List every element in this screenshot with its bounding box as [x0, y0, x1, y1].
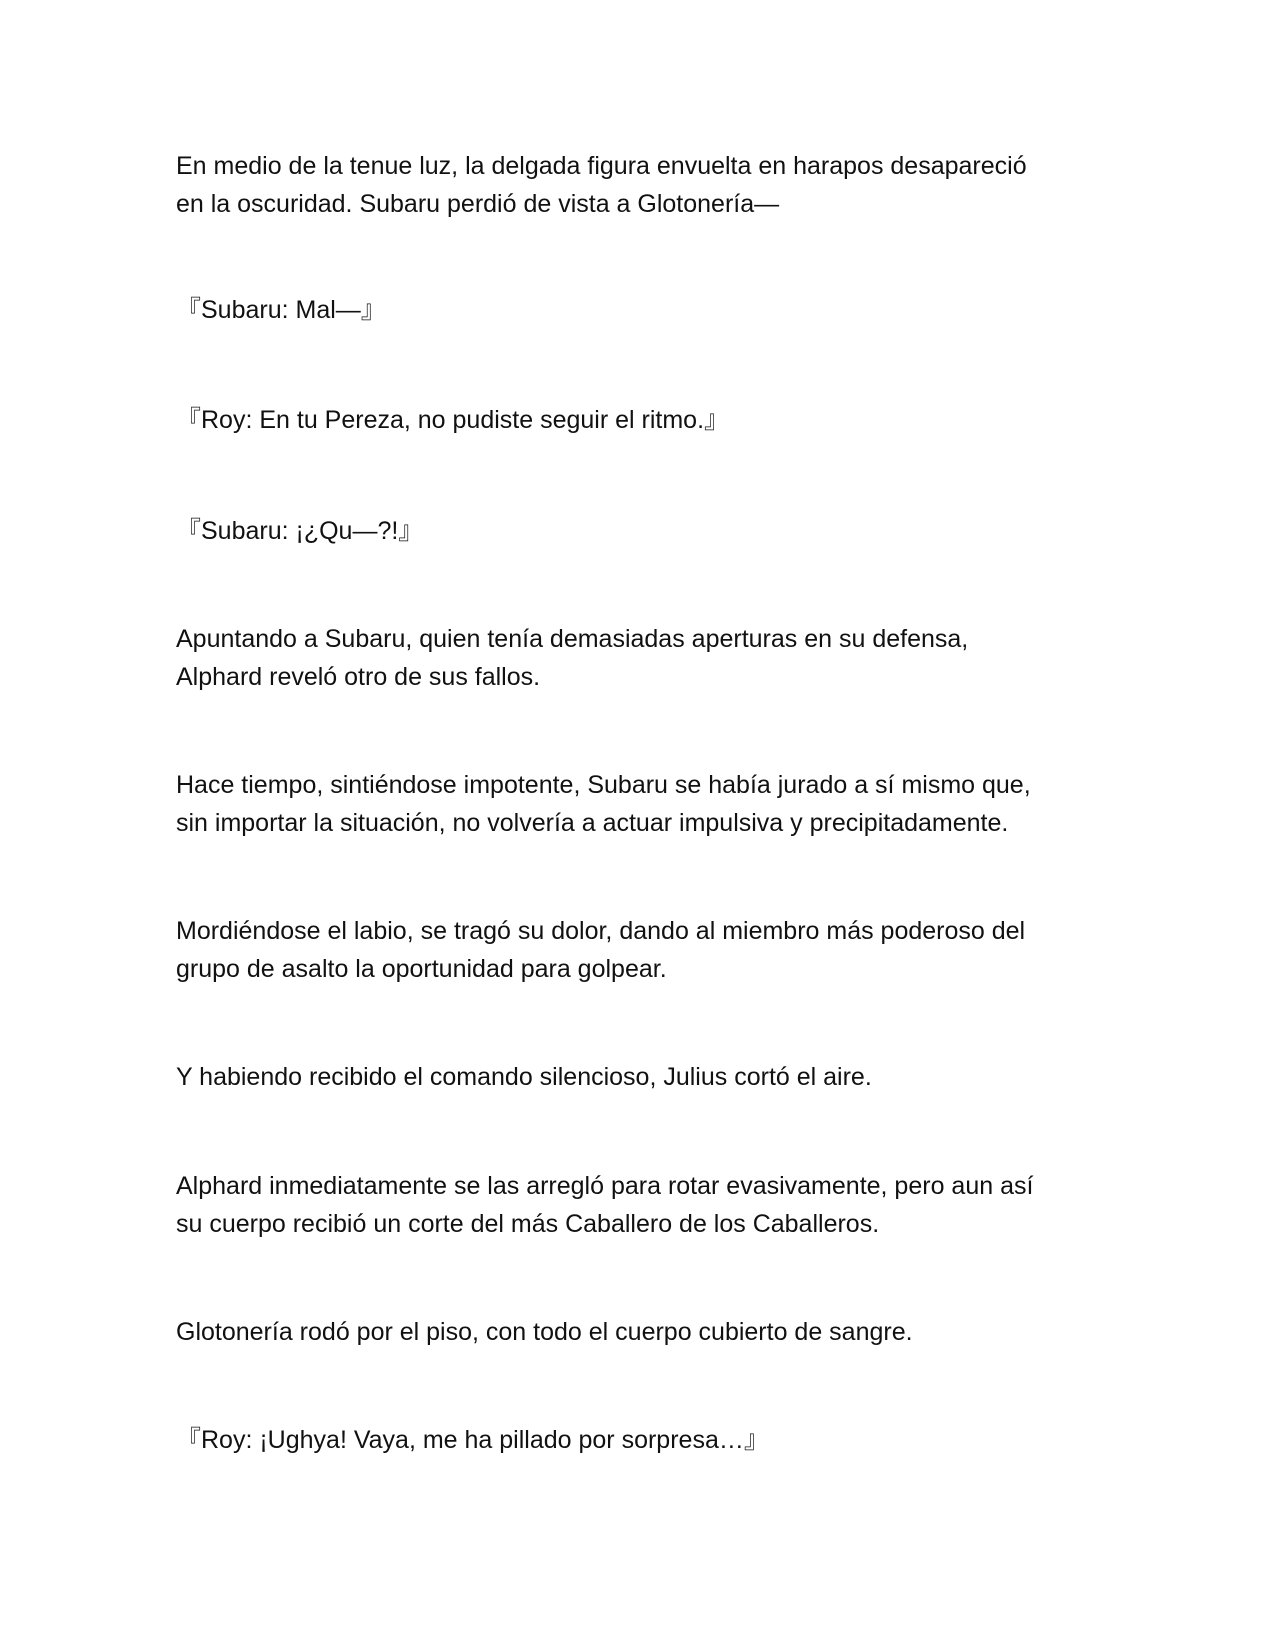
- paragraph-6-line-2: sin importar la situación, no volvería a actuar impulsiva y precipitadamente.: [176, 809, 1009, 837]
- dialogue-line-roy-1: 『Roy: En tu Pereza, no pudiste seguir el ritmo.』: [176, 406, 730, 434]
- paragraph-1-line-1: En medio de la tenue luz, la delgada figura envuelta en harapos desapareció: [176, 152, 1027, 180]
- dialogue-line-roy-2: 『Roy: ¡Ughya! Vaya, me ha pillado por sorpresa…』: [176, 1426, 769, 1454]
- paragraph-7-line-1: Mordiéndose el labio, se tragó su dolor, dando al miembro más poderoso del: [176, 917, 1026, 945]
- paragraph-6-line-1: Hace tiempo, sintiéndose impotente, Subaru se había jurado a sí mismo que,: [176, 771, 1031, 799]
- paragraph-1-line-2: en la oscuridad. Subaru perdió de vista a Glotonería—: [176, 190, 780, 218]
- paragraph-9-line-2: su cuerpo recibió un corte del más Caballero de los Caballeros.: [176, 1210, 880, 1238]
- dialogue-line-subaru-2: 『Subaru: ¡¿Qu—?!』: [176, 517, 424, 545]
- paragraph-7-line-2: grupo de asalto la oportunidad para golpear.: [176, 955, 667, 983]
- paragraph-9-line-1: Alphard inmediatamente se las arregló para rotar evasivamente, pero aun así: [176, 1172, 1034, 1200]
- paragraph-5-line-2: Alphard reveló otro de sus fallos.: [176, 663, 541, 691]
- paragraph-10-line-1: Glotonería rodó por el piso, con todo el cuerpo cubierto de sangre.: [176, 1318, 913, 1346]
- dialogue-line-subaru-1: 『Subaru: Mal—』: [176, 296, 386, 324]
- paragraph-8-line-1: Y habiendo recibido el comando silencioso, Julius cortó el aire.: [176, 1063, 872, 1091]
- paragraph-5-line-1: Apuntando a Subaru, quien tenía demasiadas aperturas en su defensa,: [176, 625, 969, 653]
